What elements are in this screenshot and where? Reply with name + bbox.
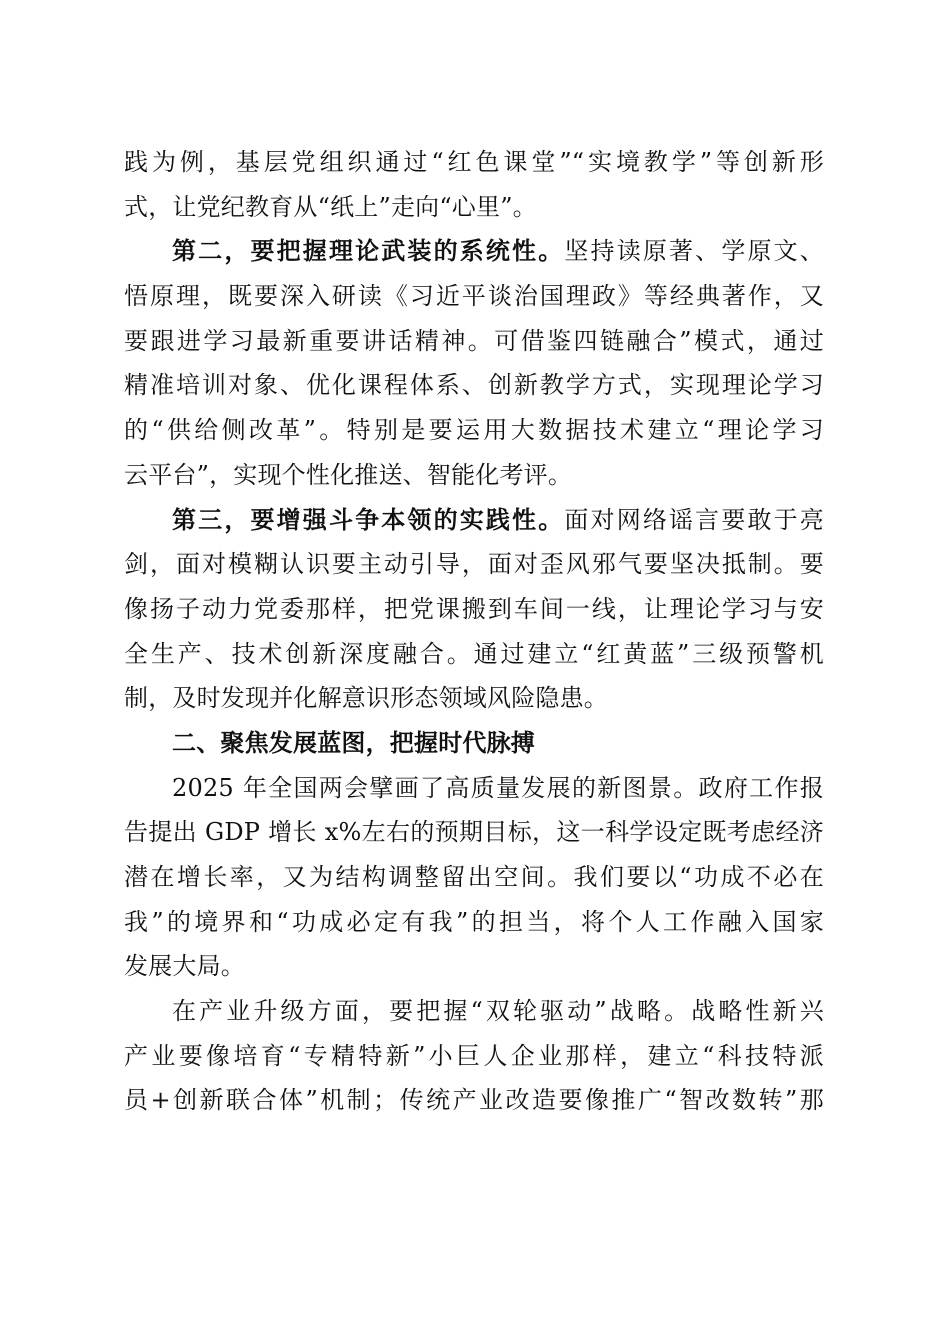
text-line: 云平台”，实现个性化推送、智能化考评。 [124,460,573,489]
text-line: 告提出 GDP 增长 x%左右的预期目标，这一科学设定既考虑经济 [124,818,824,847]
text-line: 像扬子动力党委那样，把党课搬到车间一线，让理论学习与安 [124,594,824,623]
text-line: 我”的境界和“功成必定有我”的担当，将个人工作融入国家 [124,907,824,936]
text-line: 剑，面对模糊认识要主动引导，面对歪风邪气要坚决抵制。要 [124,550,824,579]
paragraph-1 [124,140,824,229]
paragraph-2 [124,229,824,497]
text-line: 悟原理，既要深入研读《习近平谈治国理政》等经典著作，又 [124,282,824,311]
heading-text: 二、聚焦发展蓝图，把握时代脉搏 [172,728,535,757]
text-run: 坚持读原著、学原文、 [564,237,824,266]
text-line: 要跟进学习最新重要讲话精神。可借鉴四链融合”模式，通过 [124,326,824,355]
text-line: 产业要像培育“专精特新”小巨人企业那样，建立“科技特派 [124,1041,824,1070]
paragraph-4 [124,766,824,989]
text-line: 的“供给侧改革”。特别是要运用大数据技术建立“理论学习 [124,416,824,445]
text-line: 式，让党纪教育从“纸上”走向“心里”。 [124,192,537,221]
text-line: 制，及时发现并化解意识形态领域风险隐患。 [124,684,608,713]
text-line: 发展大局。 [124,952,245,981]
section-heading [124,721,824,766]
text-line: 员+创新联合体”机制；传统产业改造要像推广“智改数转”那 [124,1086,824,1115]
text-line: 潜在增长率，又为结构调整留出空间。我们要以“功成不必在 [124,863,824,891]
paragraph-lead: 第三，要增强斗争本领的实践性。 [172,505,565,534]
document-body [124,140,824,1123]
paragraph-3 [124,498,824,721]
text-run: 面对网络谣言要敢于亮 [564,505,824,534]
text-line [124,498,824,543]
paragraph-lead: 第二，要把握理论武装的系统性。 [172,237,565,266]
text-line: 精准培训对象、优化课程体系、创新教学方式，实现理论学习 [124,371,824,400]
text-line [124,229,824,274]
text-line: 践为例，基层党组织通过“红色课堂”“实境教学”等创新形 [124,148,824,176]
paragraph-5 [124,989,824,1123]
text-line: 2025 年全国两会擘画了高质量发展的新图景。政府工作报 [172,773,824,802]
text-line: 在产业升级方面，要把握“双轮驱动”战略。战略性新兴 [172,997,824,1026]
text-line: 全生产、技术创新深度融合。通过建立“红黄蓝”三级预警机 [124,639,824,668]
